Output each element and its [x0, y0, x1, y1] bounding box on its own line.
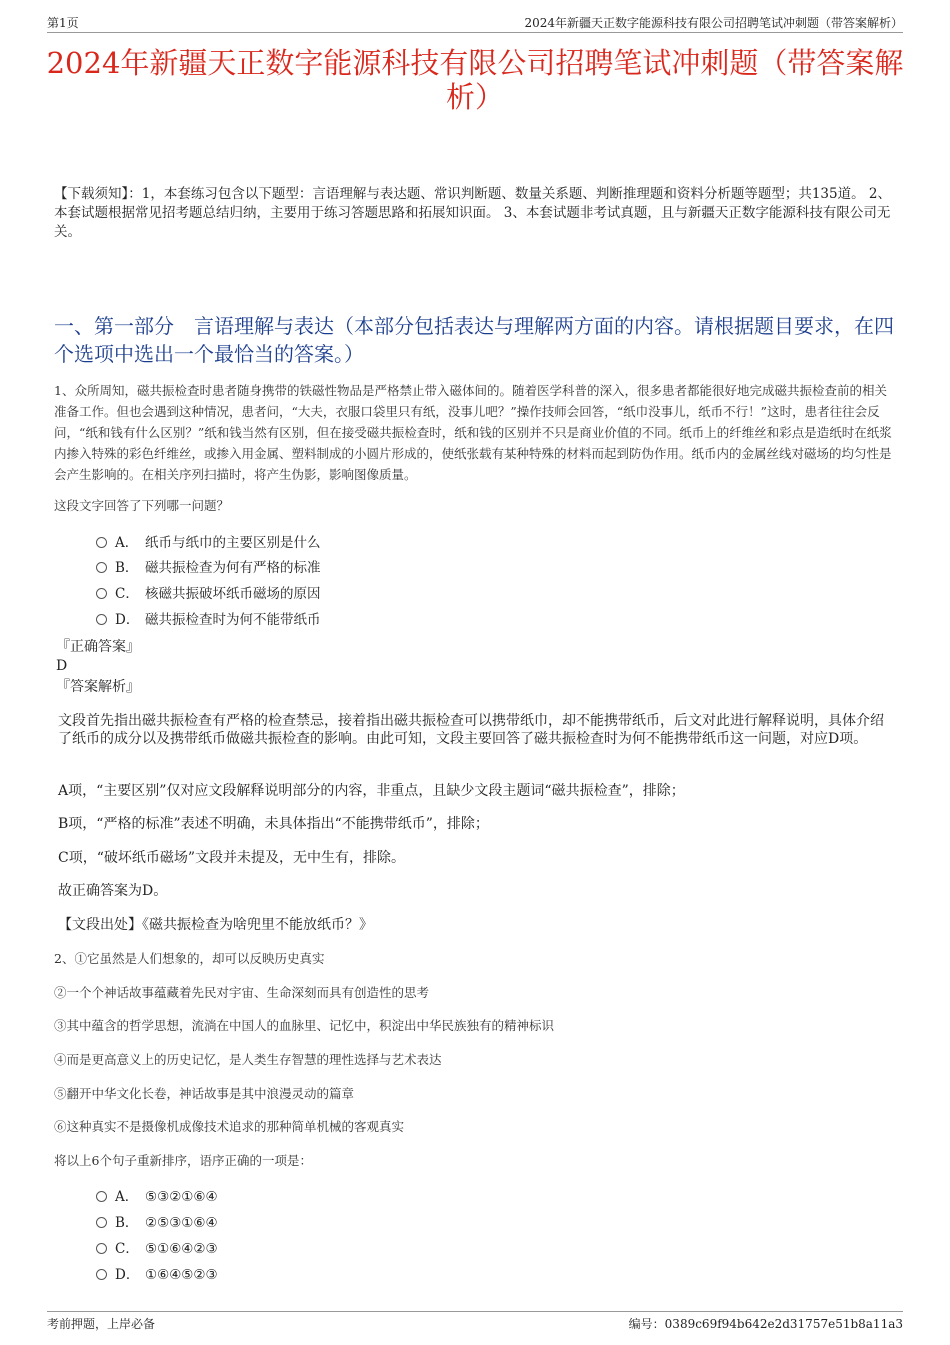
page-title: 2024年新疆天正数字能源科技有限公司招聘笔试冲刺题（带答案解析）: [46, 46, 904, 114]
radio-icon[interactable]: [96, 1269, 107, 1280]
q2-question: 将以上6个句子重新排序，语序正确的一项是：: [54, 1153, 312, 1168]
q2-option-b[interactable]: B． ②⑤③①⑥④: [96, 1213, 218, 1233]
analysis-label: 『答案解析』: [56, 679, 140, 695]
radio-icon[interactable]: [96, 537, 107, 548]
section-heading: 一、第一部分 言语理解与表达（本部分包括表达与理解两方面的内容。请根据题目要求，在四个选项中选出一个最恰当的答案。）: [54, 314, 894, 366]
page-header: [47, 12, 903, 33]
q1-stem: 1、众所周知，磁共振检查时患者随身携带的铁磁性物品是严格禁止带入磁体间的。随着医学科普的深入，很多患者都能很好地完成磁共振检查前的相关准备工作。但也会遇到这种情况，患者问，“大夫，衣服口袋里只有纸，没事儿吧？”操作技师会回答，“纸巾没事儿，纸币不行！”这时，患者往往会反问，“纸和钱有什么区别？”纸和钱当然有区别，但在接受磁共振检查时，纸和钱的区别并不只是商业价值的不同。纸币上的纤维丝和彩点是造纸时在纸浆内掺入特殊的彩色纤维丝，或掺入用金属、塑料制成的小圆片形成的，使纸张载有某种特殊的材料而起到防伪作用。纸币内的金属丝线对磁场的均匀性是会产生影响的。在相关序列扫描时，将产生伪影，影响图像质量。: [54, 383, 892, 482]
q2-sentence-1: 2、①它虽然是人们想象的，却可以反映历史真实: [54, 951, 325, 966]
q2-option-d[interactable]: D． ①⑥④⑤②③: [96, 1265, 218, 1285]
page-footer: [47, 1311, 903, 1331]
answer-label: 『正确答案』: [56, 639, 140, 655]
answer-value: D: [56, 658, 68, 674]
radio-icon[interactable]: [96, 1243, 107, 1254]
analysis-text: 文段首先指出磁共振检查有严格的检查禁忌，接着指出磁共振检查可以携带纸巾，却不能携带纸币，后文对此进行解释说明，具体介绍了纸币的成分以及携带纸币做磁共振检查的影响。由此可知，文段主要回答了磁共振检查时为何不能携带纸币这一问题，对应D项。: [58, 713, 884, 747]
q2-sentence-3: ③其中蕴含的哲学思想，流淌在中国人的血脉里、记忆中，积淀出中华民族独有的精神标识: [54, 1018, 555, 1033]
q1-option-d[interactable]: D． 磁共振检查时为何不能带纸币: [96, 610, 321, 630]
conclusion: 故正确答案为D。: [58, 883, 168, 899]
q1-option-a[interactable]: A． 纸币与纸巾的主要区别是什么: [96, 533, 321, 553]
option-b-note: B项，“严格的标准”表述不明确，未具体指出“不能携带纸币”，排除；: [58, 816, 489, 832]
footer-slogan: 考前押题，上岸必备: [47, 1317, 156, 1331]
q2-sentence-5: ⑤翻开中华文化长卷，神话故事是其中浪漫灵动的篇章: [54, 1086, 355, 1101]
q1-option-c[interactable]: C． 核磁共振破坏纸币磁场的原因: [96, 584, 321, 604]
page-number: 第1页: [47, 16, 79, 30]
q2-option-a[interactable]: A． ⑤③②①⑥④: [96, 1187, 218, 1207]
radio-icon[interactable]: [96, 562, 107, 573]
q1-question: 这段文字回答了下列哪一问题？: [54, 498, 230, 513]
q2-option-c[interactable]: C． ⑤①⑥④②③: [96, 1239, 218, 1259]
radio-icon[interactable]: [96, 1217, 107, 1228]
footer-code: [629, 1315, 903, 1332]
q2-sentence-2: ②一个个神话故事蕴藏着先民对宇宙、生命深刻而具有创造性的思考: [54, 985, 430, 1000]
option-c-note: C项，“破坏纸币磁场”文段并未提及，无中生有，排除。: [58, 850, 406, 866]
radio-icon[interactable]: [96, 588, 107, 599]
header-doc-title: 2024年新疆天正数字能源科技有限公司招聘笔试冲刺题（带答案解析）: [524, 16, 903, 30]
footer-code-value: 0389c69f94b642e2d31757e51b8a11a3: [664, 1317, 903, 1331]
footer-code-label: 编号：: [628, 1317, 665, 1331]
source-citation: 【文段出处】《磁共振检查为啥兜里不能放纸币？》: [58, 917, 373, 933]
radio-icon[interactable]: [96, 1191, 107, 1202]
q1-option-b[interactable]: B． 磁共振检查为何有严格的标准: [96, 558, 321, 578]
option-a-note: A项，“主要区别”仅对应文段解释说明部分的内容，非重点，且缺少文段主题词“磁共振检查”，排除；: [58, 783, 685, 799]
q2-sentence-4: ④而是更高意义上的历史记忆，是人类生存智慧的理性选择与艺术表达: [54, 1052, 442, 1067]
download-notice: 【下载须知】：1，本套练习包含以下题型：言语理解与表达题、常识判断题、数量关系题、判断推理题和资料分析题等题型；共135道。 2、本套试题根据常见招考题总结归纳，主要用于练习答题思路和拓展知识面。 3、本套试题非考试真题，且与新疆天正数字能源科技有限公司无关。: [54, 186, 891, 240]
q2-sentence-6: ⑥这种真实不是摄像机成像技术追求的那种简单机械的客观真实: [54, 1119, 405, 1134]
radio-icon[interactable]: [96, 614, 107, 625]
